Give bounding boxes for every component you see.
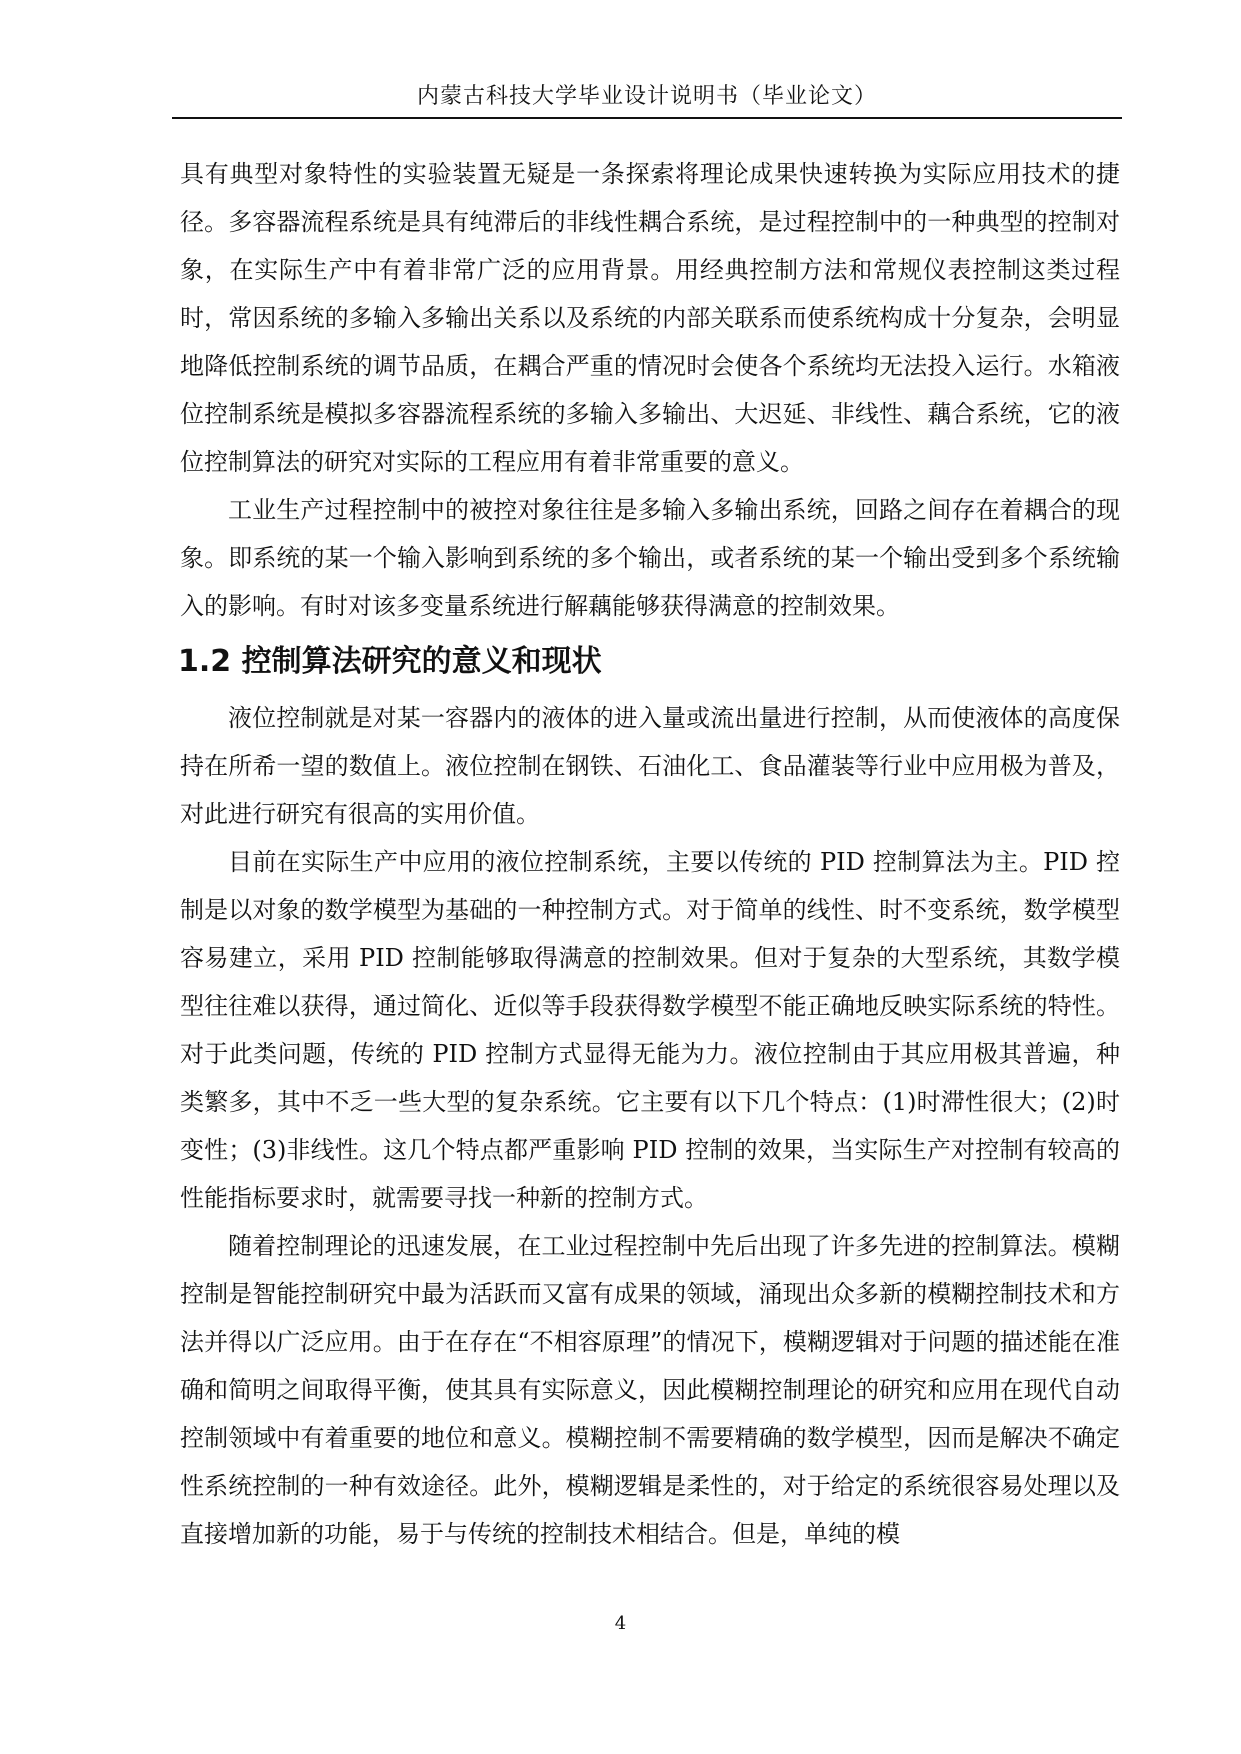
body-paragraph-2: 工业生产过程控制中的被控对象往往是多输入多输出系统，回路之间存在着耦合的现象。即系统的某一个输入影响到系统的多个输出，或者系统的某一个输出受到多个系统输入的影响。有时对该多变量系统进行解藕能够获得满意的控制效果。 — [180, 496, 1120, 620]
page-number: 4 — [614, 1613, 627, 1634]
body-paragraph-5: 随着控制理论的迅速发展，在工业过程控制中先后出现了许多先进的控制算法。模糊控制是智能控制研究中最为活跃而又富有成果的领域，涌现出众多新的模糊控制技术和方法并得以广泛应用。由于在存在“不相容原理”的情况下，模糊逻辑对于问题的描述能在准确和简明之间取得平衡，使其具有实际意义，因此模糊控制理论的研究和应用在现代自动控制领域中有着重要的地位和意义。模糊控制不需要精确的数学模型，因而是解决不确定性系统控制的一种有效途径。此外，模糊逻辑是柔性的，对于给定的系统很容易处理以及直接增加新的功能，易于与传统的控制技术相结合。但是，单纯的模 — [180, 1232, 1120, 1548]
section-heading: 1.2 控制算法研究的意义和现状 — [178, 644, 602, 679]
document-body — [180, 150, 1120, 1558]
body-paragraph-4: 目前在实际生产中应用的液位控制系统，主要以传统的 PID 控制算法为主。PID 控制是以对象的数学模型为基础的一种控制方式。对于简单的线性、时不变系统，数学模型容易建立，采用 PID 控制能够取得满意的控制效果。但对于复杂的大型系统，其数学模型往往难以获得，通过简化、近似等手段获得数学模型不能正确地反映实际系统的特性。对于此类问题，传统的 PID 控制方式显得无能为力。液位控制由于其应用极其普遍，种类繁多，其中不乏一些大型的复杂系统。它主要有以下几个特点：(1)时滞性很大；(2)时变性；(3)非线性。这几个特点都严重影响 PID 控制的效果，当实际生产对控制有较高的性能指标要求时，就需要寻找一种新的控制方式。 — [180, 848, 1120, 1212]
header-divider — [172, 117, 1122, 119]
body-paragraph-1: 具有典型对象特性的实验装置无疑是一条探索将理论成果快速转换为实际应用技术的捷径。多容器流程系统是具有纯滞后的非线性耦合系统，是过程控制中的一种典型的控制对象，在实际生产中有着非常广泛的应用背景。用经典控制方法和常规仪表控制这类过程时，常因系统的多输入多输出关系以及系统的内部关联系而使系统构成十分复杂，会明显地降低控制系统的调节品质，在耦合严重的情况时会使各个系统均无法投入运行。水箱液位控制系统是模拟多容器流程系统的多输入多输出、大迟延、非线性、藕合系统，它的液位控制算法的研究对实际的工程应用有着非常重要的意义。 — [180, 160, 1120, 476]
body-paragraph-3: 液位控制就是对某一容器内的液体的进入量或流出量进行控制，从而使液体的高度保持在所希一望的数值上。液位控制在钢铁、石油化工、食品灌装等行业中应用极为普及，对此进行研究有很高的实用价值。 — [180, 704, 1120, 828]
running-header: 内蒙古科技大学毕业设计说明书（毕业论文） — [416, 84, 877, 109]
